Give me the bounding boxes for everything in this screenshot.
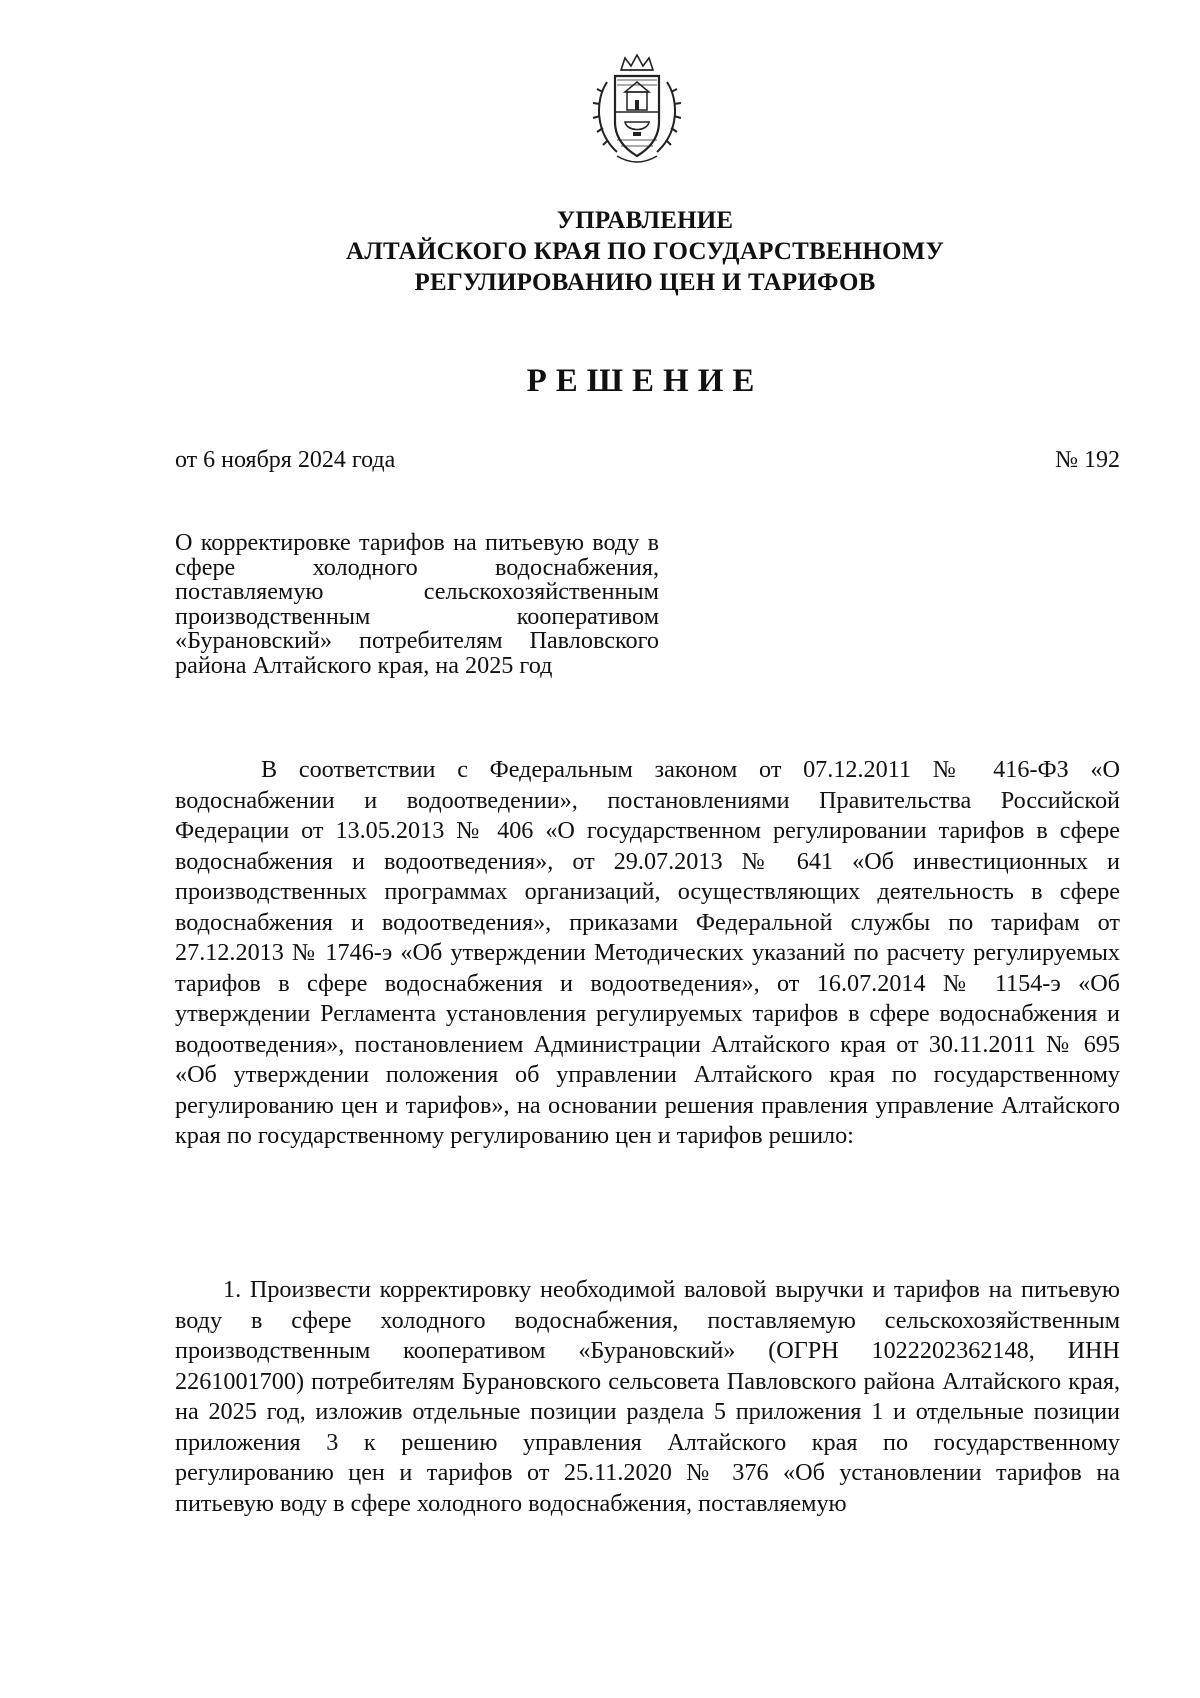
document-number: № 192 [1055,447,1120,473]
authority-title-line-3: РЕГУЛИРОВАНИЮ ЦЕН И ТАРИФОВ [414,269,876,296]
body-paragraph-preamble: В соответствии с Федеральным законом от 07.12.2011 № 416-ФЗ «О водоснабжении и водоотведении», постановлениями Правительства Российской Федерации от 13.05.2013 № 406 «О государственном регулировании тарифов в сфере водоснабжения и водоотведения», от 29.07.2013 № 641 «Об инвестиционных и производственных программах организаций, осуществляющих деятельность в сфере водоснабжения и водоотведения», приказами Федеральной службы по тарифам от 27.12.2013 № 1746-э «Об утверждении Методических указаний по расчету регулируемых тарифов в сфере водоснабжения и водоотведения», от 16.07.2014 № 1154-э «Об утверждении Регламента установления регулируемых тарифов в сфере водоснабжения и водоотведения», постановлением Администрации Алтайского края от 30.11.2011 № 695 «Об утверждении положения об управлении Алтайского края по государственному регулированию цен и тарифов», на основании решения правления управление Алтайского края по государственному регулированию цен и тарифов решило: [175,756,1120,1149]
authority-title-line-2: АЛТАЙСКОГО КРАЯ ПО ГОСУДАРСТВЕННОМУ [345,238,945,265]
document-date: от 6 ноября 2024 года [175,447,396,473]
body-paragraph-item-1: 1. Произвести корректировку необходимой валовой выручки и тарифов на питьевую воду в сфере холодного водоснабжения, поставляемую сельскохозяйственным производственным кооперативом «Бурановский» (ОГРН 1022202362148, ИНН 2261001700) потребителям Бурановского сельсовета Павловского района Алтайского края, на 2025 год, изложив отдельные позиции раздела 5 приложения 1 и отдельные позиции приложения 3 к решению управления Алтайского края по государственному регулированию цен и тарифов от 25.11.2020 № 376 «Об установлении тарифов на питьевую воду в сфере холодного водоснабжения, поставляемую [175,1276,1120,1517]
authority-title-line-1: УПРАВЛЕНИЕ [556,207,734,234]
coat-of-arms-icon [587,52,687,172]
document-type-heading: РЕШЕНИЕ [526,363,764,399]
document-subject: О корректировке тарифов на питьевую воду в сфере холодного водоснабжения, поставляемую сельскохозяйственным производственным кооперативом «Бурановский» потребителям Павловского района Алтайского края, на 2025 год [175,529,659,679]
